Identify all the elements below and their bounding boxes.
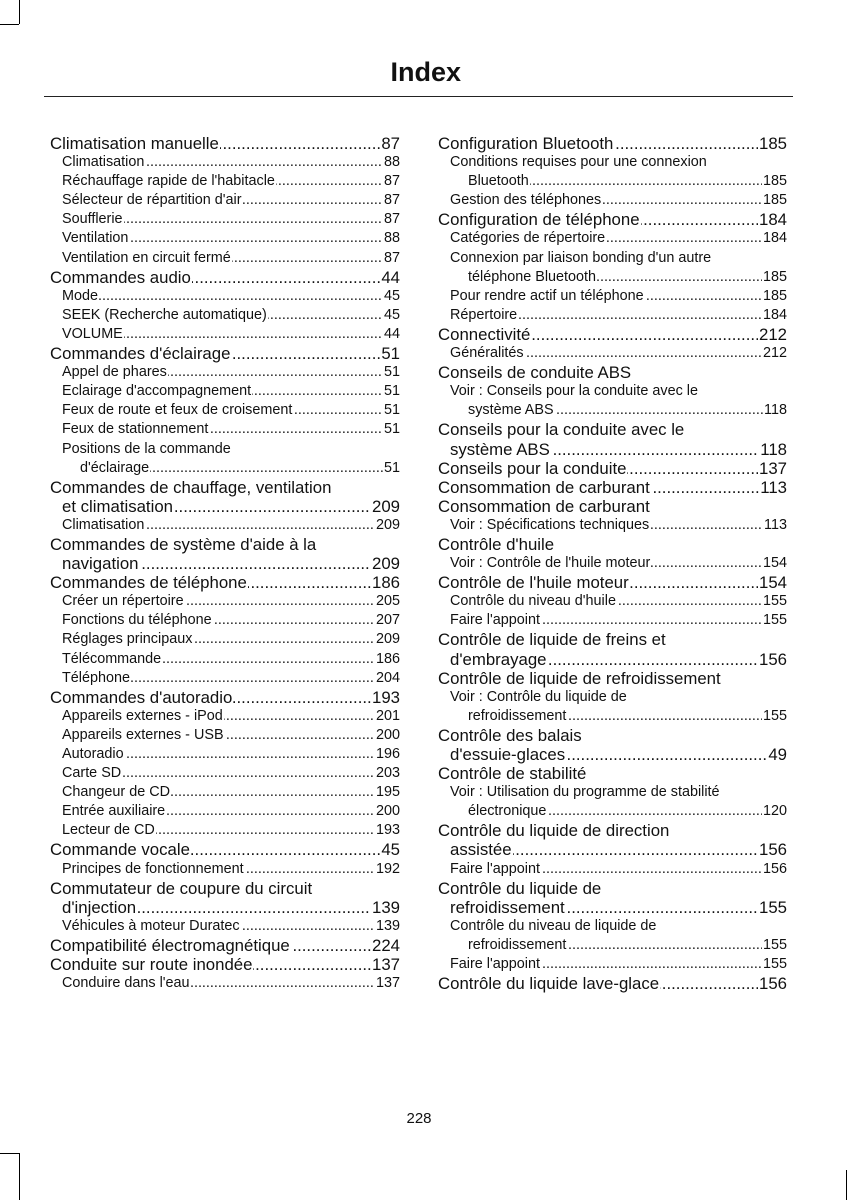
crop-mark-bottom-left-horizontal [0, 1153, 19, 1154]
entry-text: Contrôle de l'huile moteur [438, 573, 629, 593]
entry-text: d'éclairage [80, 459, 150, 476]
entry-text: Voir : Contrôle de l'huile moteur [450, 555, 651, 572]
entry-text: Changeur de CD [62, 784, 170, 801]
index-entry [438, 573, 787, 592]
entry-text: Fonctions du téléphone [62, 612, 212, 629]
entry-text: Soufflerie [62, 211, 123, 228]
page-reference: 209 [375, 516, 400, 535]
page-reference: 120 [762, 802, 787, 821]
page-reference: 154 [759, 573, 787, 593]
entry-text: Feux de stationnement [62, 421, 209, 438]
page-reference: 184 [762, 229, 787, 248]
crop-mark-bottom-right-vertical [846, 1170, 847, 1200]
page-reference: 137 [375, 974, 400, 993]
page-reference: 203 [375, 764, 400, 783]
entry-text: assistée [450, 840, 512, 860]
page-reference: 88 [383, 229, 400, 248]
page-reference: 209 [375, 630, 400, 649]
index-subentry [50, 382, 400, 401]
entry-text: Sélecteur de répartition d'air [62, 192, 242, 209]
index-heading: Conseils de conduite ABS [438, 363, 632, 383]
index-subheading: Voir : Contrôle du liquide de [450, 688, 627, 705]
index-subentry [50, 611, 400, 630]
index-subentry [50, 802, 400, 821]
index-heading: Commandes de système d'aide à la [50, 534, 317, 554]
index-entry [50, 497, 400, 516]
index-heading: Contrôle de liquide de freins et [438, 630, 666, 650]
page-reference: 200 [375, 726, 400, 745]
index-entry [50, 936, 400, 955]
entry-text: refroidissement [450, 897, 565, 917]
page-reference: 196 [375, 745, 400, 764]
index-subentry [50, 707, 400, 726]
index-subentry [50, 401, 400, 420]
index-subentry [50, 325, 400, 344]
page-reference: 154 [762, 554, 787, 573]
entry-text: Faire l'appoint [450, 956, 540, 973]
index-subentry [50, 974, 400, 993]
index-subentry [438, 516, 787, 535]
entry-text: refroidissement [468, 707, 567, 724]
index-entry [50, 344, 400, 363]
entry-text: Bluetooth [468, 173, 529, 190]
header [44, 55, 793, 99]
page-reference: 87 [383, 191, 400, 210]
entry-text: Eclairage d'accompagnement [62, 383, 252, 400]
index-subentry [438, 955, 787, 974]
page-reference: 155 [762, 955, 787, 974]
index-subheading: Conditions requises pour une connexion [450, 154, 707, 171]
entry-text: Conseils pour la conduite [438, 458, 627, 478]
index-subentry [438, 229, 787, 248]
title-rule [44, 96, 793, 97]
entry-text: d'injection [62, 897, 137, 917]
page-reference: 193 [372, 687, 400, 707]
entry-text: Pour rendre actif un téléphone [450, 287, 644, 304]
entry-text: Appareils externes - iPod [62, 707, 223, 724]
index-subheading: Contrôle du niveau de liquide de [450, 917, 657, 934]
entry-text: Climatisation [62, 154, 145, 171]
index-entry [50, 840, 400, 859]
index-subentry [50, 669, 400, 688]
entry-text: Ventilation [62, 230, 129, 247]
dot-leader [62, 287, 400, 306]
index-subentry [438, 802, 787, 821]
index-subentry [50, 229, 400, 248]
entry-text: Créer un répertoire [62, 593, 184, 610]
index-subentry [50, 191, 400, 210]
index-subentry [50, 860, 400, 879]
page-reference: 113 [760, 477, 787, 497]
crop-mark-top-left-vertical [19, 0, 20, 24]
page-reference: 205 [375, 592, 400, 611]
index-entry [438, 325, 787, 344]
index-subentry [50, 630, 400, 649]
entry-text: Climatisation [62, 516, 145, 533]
index-subentry [438, 172, 787, 191]
entry-text: électronique [468, 803, 547, 820]
page-reference: 88 [383, 153, 400, 172]
entry-text: Commandes d'éclairage [50, 344, 231, 364]
page-reference: 185 [762, 268, 787, 287]
entry-text: Faire l'appoint [450, 612, 540, 629]
page-reference: 44 [381, 267, 400, 287]
page-reference: 49 [768, 745, 787, 764]
index-subentry [438, 306, 787, 325]
entry-text: Commandes de téléphone [50, 573, 247, 593]
page-reference: 45 [383, 306, 400, 325]
entry-text: et climatisation [62, 496, 173, 516]
index-column-left [50, 134, 400, 993]
index-entry [438, 210, 787, 229]
index-subentry [50, 306, 400, 325]
index-entry [438, 440, 787, 459]
page-reference: 45 [381, 840, 400, 860]
index-subentry [50, 917, 400, 936]
page-reference: 156 [759, 649, 787, 669]
entry-text: Contrôle du niveau d'huile [450, 593, 616, 610]
entry-text: Entrée auxiliaire [62, 803, 166, 820]
index-subentry [438, 344, 787, 363]
crop-mark-top-left-horizontal [0, 24, 19, 25]
index-heading: Contrôle de stabilité [438, 764, 587, 784]
entry-text: Appareils externes - USB [62, 726, 224, 743]
index-heading: Contrôle du liquide de direction [438, 821, 670, 841]
entry-text: Téléphone [62, 669, 131, 686]
entry-text: navigation [62, 554, 139, 574]
index-subentry [438, 860, 787, 879]
page-reference: 207 [375, 611, 400, 630]
index-subentry [50, 420, 400, 439]
index-heading: Contrôle des balais [438, 725, 582, 745]
entry-text: Autoradio [62, 746, 124, 762]
page-reference: 118 [763, 401, 787, 420]
page-reference: 51 [383, 420, 400, 439]
page-reference: 155 [762, 592, 787, 611]
index-subentry [438, 554, 787, 573]
entry-text: Climatisation manuelle [50, 134, 219, 153]
page-reference: 155 [762, 611, 787, 630]
page-reference: 45 [383, 287, 400, 306]
index-subentry [50, 745, 400, 764]
index-subentry [50, 650, 400, 669]
index-subentry [50, 153, 400, 172]
index-heading: Commutateur de coupure du circuit [50, 878, 313, 898]
entry-text: Configuration de téléphone [438, 210, 640, 230]
index-subentry [50, 592, 400, 611]
page-reference: 212 [762, 344, 787, 363]
page-reference: 186 [375, 650, 400, 669]
entry-text: Appel de phares [62, 364, 167, 381]
entry-text: Compatibilité électromagnétique [50, 935, 290, 955]
entry-text: Consommation de carburant [438, 477, 650, 497]
index-subentry [50, 172, 400, 191]
page-reference: 195 [375, 783, 400, 802]
index-subentry [50, 764, 400, 783]
index-subentry [50, 287, 400, 306]
entry-text: Voir : Spécifications techniques [450, 516, 650, 533]
entry-text: Configuration Bluetooth [438, 134, 614, 153]
page-reference: 185 [759, 134, 787, 153]
page-reference: 204 [375, 669, 400, 688]
page-reference: 51 [383, 401, 400, 420]
index-subentry [50, 516, 400, 535]
page-reference: 137 [372, 955, 400, 975]
index-entry [438, 745, 787, 764]
index-heading: Contrôle du liquide de [438, 878, 602, 898]
entry-text: Généralités [450, 345, 524, 362]
index-entry [438, 840, 787, 859]
entry-text: Commandes d'autoradio [50, 687, 233, 707]
entry-text: Commande vocale [50, 840, 190, 860]
index-entry [438, 650, 787, 669]
index-entry [438, 134, 787, 153]
page-reference: 113 [763, 516, 787, 535]
index-heading: Contrôle de liquide de refroidissement [438, 668, 721, 688]
entry-text: Contrôle du liquide lave-glace [438, 974, 660, 994]
entry-text: système ABS [450, 439, 550, 459]
entry-text: Catégories de répertoire [450, 230, 606, 247]
index-subentry [438, 707, 787, 726]
page-reference: 51 [383, 459, 400, 478]
index-subentry [50, 210, 400, 229]
entry-text: Gestion des téléphones [450, 192, 602, 209]
entry-text: d'essuie-glaces [450, 745, 566, 764]
index-subentry [438, 268, 787, 287]
index-entry [438, 478, 787, 497]
index-entry [50, 554, 400, 573]
entry-text: VOLUME [62, 325, 123, 342]
index-entry [438, 898, 787, 917]
entry-text: système ABS [468, 402, 554, 419]
page-reference: 87 [381, 134, 400, 153]
page-reference: 51 [381, 344, 400, 364]
index-subheading: Voir : Utilisation du programme de stabilité [450, 784, 720, 801]
index-entry [50, 573, 400, 592]
page-reference: 193 [375, 821, 400, 840]
index-subentry [50, 459, 400, 478]
entry-text: Véhicules à moteur Duratec [62, 917, 240, 934]
index-entry [50, 898, 400, 917]
entry-text: refroidissement [468, 936, 567, 953]
entry-text: SEEK (Recherche automatique) [62, 306, 267, 323]
page-reference: 139 [372, 897, 400, 917]
index-subheading: Positions de la commande [62, 440, 231, 457]
entry-text: Télécommande [62, 650, 162, 667]
index-subentry [438, 611, 787, 630]
index-column-right [438, 134, 787, 993]
page-reference: 156 [759, 974, 787, 994]
page-reference: 118 [760, 439, 787, 459]
index-entry [50, 688, 400, 707]
page-reference: 184 [762, 306, 787, 325]
index-subentry [50, 363, 400, 382]
entry-text: d'embrayage [450, 649, 547, 669]
page-reference: 209 [372, 496, 400, 516]
entry-text: Commandes audio [50, 267, 191, 287]
page-reference: 87 [383, 172, 400, 191]
index-subentry [50, 821, 400, 840]
page-reference: 185 [762, 287, 787, 306]
page-reference: 87 [383, 249, 400, 268]
page-reference: 87 [383, 210, 400, 229]
page-reference: 185 [762, 191, 787, 210]
entry-text: Répertoire [450, 306, 518, 323]
index-subentry [438, 191, 787, 210]
index-subentry [438, 592, 787, 611]
page-reference: 155 [759, 897, 787, 917]
page-reference: 137 [759, 458, 787, 478]
crop-mark-bottom-left-vertical [19, 1153, 20, 1200]
entry-text: Lecteur de CD [62, 822, 155, 839]
entry-text: Feux de route et feux de croisement [62, 402, 293, 419]
page-reference: 185 [762, 172, 787, 191]
page-reference: 186 [372, 573, 400, 593]
index-subheading: Voir : Conseils pour la conduite avec le [450, 383, 698, 400]
index-subheading: Connexion par liaison bonding d'un autre [450, 249, 712, 266]
index-heading: Contrôle d'huile [438, 534, 555, 554]
index-entry [50, 134, 400, 153]
index-entry [50, 955, 400, 974]
entry-text: Faire l'appoint [450, 860, 540, 877]
page-title: Index [390, 57, 461, 87]
page-reference: 201 [375, 707, 400, 726]
index-subentry [50, 249, 400, 268]
index-subentry [50, 783, 400, 802]
index-heading: Consommation de carburant [438, 496, 650, 516]
index-heading: Commandes de chauffage, ventilation [50, 477, 332, 497]
page-reference: 139 [375, 917, 400, 936]
entry-text: Mode [62, 287, 98, 304]
index-entry [50, 268, 400, 287]
entry-text: Carte SD [62, 765, 122, 782]
entry-text: Ventilation en circuit fermé [62, 249, 231, 266]
entry-text: Principes de fonctionnement [62, 860, 244, 877]
entry-text: Réglages principaux [62, 631, 193, 648]
page-reference: 155 [762, 936, 787, 955]
entry-text: Connectivité [438, 324, 531, 344]
page-reference: 224 [372, 935, 400, 955]
page-reference: 51 [383, 363, 400, 382]
page-reference: 156 [762, 860, 787, 879]
index-subentry [438, 401, 787, 420]
index-heading: Conseils pour la conduite avec le [438, 420, 685, 440]
page-number: 228 [406, 1110, 432, 1127]
page-reference: 200 [375, 802, 400, 821]
index-subentry [50, 726, 400, 745]
page-reference: 44 [383, 325, 400, 344]
page-reference: 212 [759, 324, 787, 344]
entry-text: Conduire dans l'eau [62, 975, 190, 992]
index-entry [438, 974, 787, 993]
entry-text: téléphone Bluetooth [468, 268, 597, 285]
page-reference: 209 [372, 554, 400, 574]
page-reference: 184 [759, 210, 787, 230]
entry-text: Réchauffage rapide de l'habitacle [62, 173, 275, 190]
index-subentry [438, 936, 787, 955]
page-reference: 192 [375, 860, 400, 879]
index-entry [438, 459, 787, 478]
index-subentry [438, 287, 787, 306]
page-reference: 155 [762, 707, 787, 726]
page-reference: 51 [383, 382, 400, 401]
page-reference: 156 [759, 840, 787, 860]
entry-text: Conduite sur route inondée [50, 955, 253, 975]
